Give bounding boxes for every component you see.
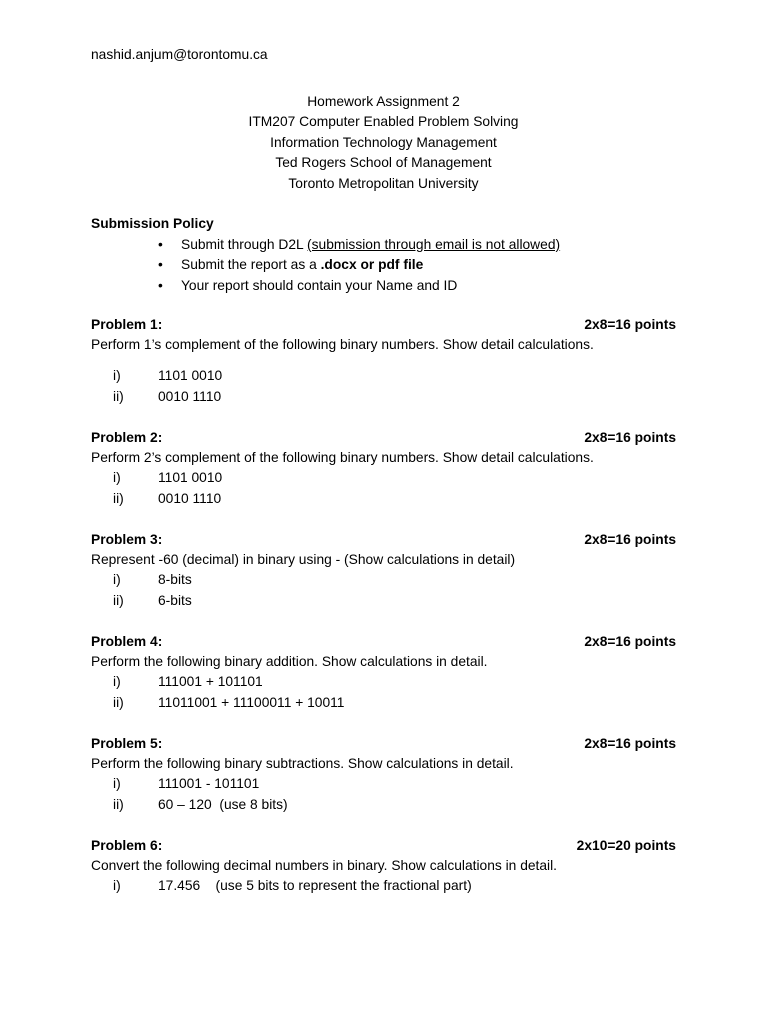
- item-marker: i): [113, 470, 121, 486]
- problem-4-points: 2x8=16 points: [584, 633, 676, 649]
- item-value: 111001 + 101101: [158, 674, 263, 690]
- problem-5-title: Problem 5:: [91, 735, 163, 751]
- list-item: [91, 468, 676, 488]
- school-name: Ted Rogers School of Management: [275, 155, 492, 171]
- list-item: [91, 387, 676, 407]
- item-value: 6-bits: [158, 592, 192, 608]
- item-marker: ii): [113, 694, 124, 710]
- list-item: [91, 366, 676, 386]
- problem-6-description: Convert the following decimal numbers in binary. Show calculations in detail.: [91, 857, 558, 873]
- problem-6-section: [91, 836, 676, 897]
- item-value: 0010 1110: [158, 490, 222, 506]
- item-marker: ii): [113, 490, 124, 506]
- item-value: 17.456 (use 5 bits to represent the fractional part): [158, 878, 472, 894]
- problem-6-title: Problem 6:: [91, 837, 163, 853]
- item-value: 0010 1110: [158, 388, 222, 404]
- author-email: nashid.anjum@torontomu.ca: [91, 47, 268, 62]
- item-value: 60 – 120 (use 8 bits): [158, 796, 288, 812]
- submission-policy-heading: Submission Policy: [91, 216, 214, 232]
- bullet-marker: •: [158, 236, 163, 252]
- item-value: 8-bits: [158, 572, 192, 588]
- item-value: 1101 0010: [158, 368, 223, 384]
- item-marker: ii): [113, 592, 124, 608]
- problem-2-title: Problem 2:: [91, 429, 163, 445]
- problem-header: [91, 428, 676, 448]
- item-marker: i): [113, 776, 121, 792]
- problem-6-items: [91, 876, 676, 896]
- problem-5-description: Perform the following binary subtractions. Show calculations in detail.: [91, 755, 514, 771]
- policy-item: [91, 255, 676, 275]
- problem-header: [91, 632, 676, 652]
- problem-6-points: 2x10=20 points: [576, 837, 676, 853]
- problem-5-section: [91, 734, 676, 816]
- list-item: [91, 693, 676, 713]
- policy-text: Your report should contain your Name and ID: [181, 277, 458, 293]
- policy-underlined-text: (submission through email is not allowed): [307, 236, 561, 252]
- problem-4-title: Problem 4:: [91, 633, 163, 649]
- problem-2-items: [91, 468, 676, 509]
- problem-header: [91, 734, 676, 754]
- list-item: [91, 591, 676, 611]
- item-value: 11011001 + 11100011 + 10011: [158, 694, 345, 710]
- list-item: [91, 672, 676, 692]
- item-value: 111001 - 101101: [158, 776, 260, 792]
- item-marker: i): [113, 368, 121, 384]
- list-item: [91, 795, 676, 815]
- problem-3-section: [91, 530, 676, 612]
- problem-4-section: [91, 632, 676, 714]
- bullet-marker: •: [158, 257, 163, 273]
- policy-item: [91, 276, 676, 296]
- item-marker: i): [113, 572, 121, 588]
- course-title: ITM207 Computer Enabled Problem Solving: [248, 114, 519, 130]
- university-name: Toronto Metropolitan University: [288, 175, 479, 191]
- list-item: [91, 876, 676, 896]
- assignment-title: Homework Assignment 2: [307, 94, 460, 109]
- item-marker: ii): [113, 796, 124, 812]
- list-item: [91, 489, 676, 509]
- problem-5-points: 2x8=16 points: [584, 735, 676, 751]
- problem-3-description: Represent -60 (decimal) in binary using - (Show calculations in detail): [91, 552, 516, 568]
- problem-1-items: [91, 366, 676, 407]
- problem-3-points: 2x8=16 points: [584, 531, 676, 547]
- problem-2-section: [91, 428, 676, 510]
- problem-1-description: Perform 1’s complement of the following binary numbers. Show detail calculations.: [91, 337, 594, 353]
- problem-4-items: [91, 672, 676, 713]
- problem-2-points: 2x8=16 points: [584, 429, 676, 445]
- item-marker: ii): [113, 388, 124, 404]
- item-value: 1101 0010: [158, 470, 223, 486]
- problem-4-description: Perform the following binary addition. Show calculations in detail.: [91, 654, 488, 669]
- submission-policy-section: [91, 214, 676, 296]
- list-item: [91, 774, 676, 794]
- problem-1-section: [91, 315, 676, 407]
- problem-2-description: Perform 2’s complement of the following binary numbers. Show detail calculations.: [91, 450, 594, 466]
- problem-header: [91, 530, 676, 550]
- problem-1-points: 2x8=16 points: [584, 317, 676, 333]
- policy-text: Submit through D2L: [181, 236, 308, 252]
- list-item: [91, 570, 676, 590]
- problem-header: [91, 836, 676, 856]
- problem-3-title: Problem 3:: [91, 531, 163, 547]
- policy-bold-text: .docx or pdf file: [320, 257, 424, 273]
- bullet-marker: •: [158, 277, 163, 293]
- document-body: [91, 92, 676, 897]
- policy-item: [91, 235, 676, 255]
- item-marker: i): [113, 878, 121, 894]
- title-block: [91, 92, 676, 194]
- problem-5-items: [91, 774, 676, 815]
- program-name: Information Technology Management: [270, 134, 497, 150]
- problem-1-title: Problem 1:: [91, 317, 163, 333]
- item-marker: i): [113, 674, 121, 690]
- policy-text: Submit the report as a: [181, 257, 321, 273]
- problem-3-items: [91, 570, 676, 611]
- problem-header: [91, 315, 676, 335]
